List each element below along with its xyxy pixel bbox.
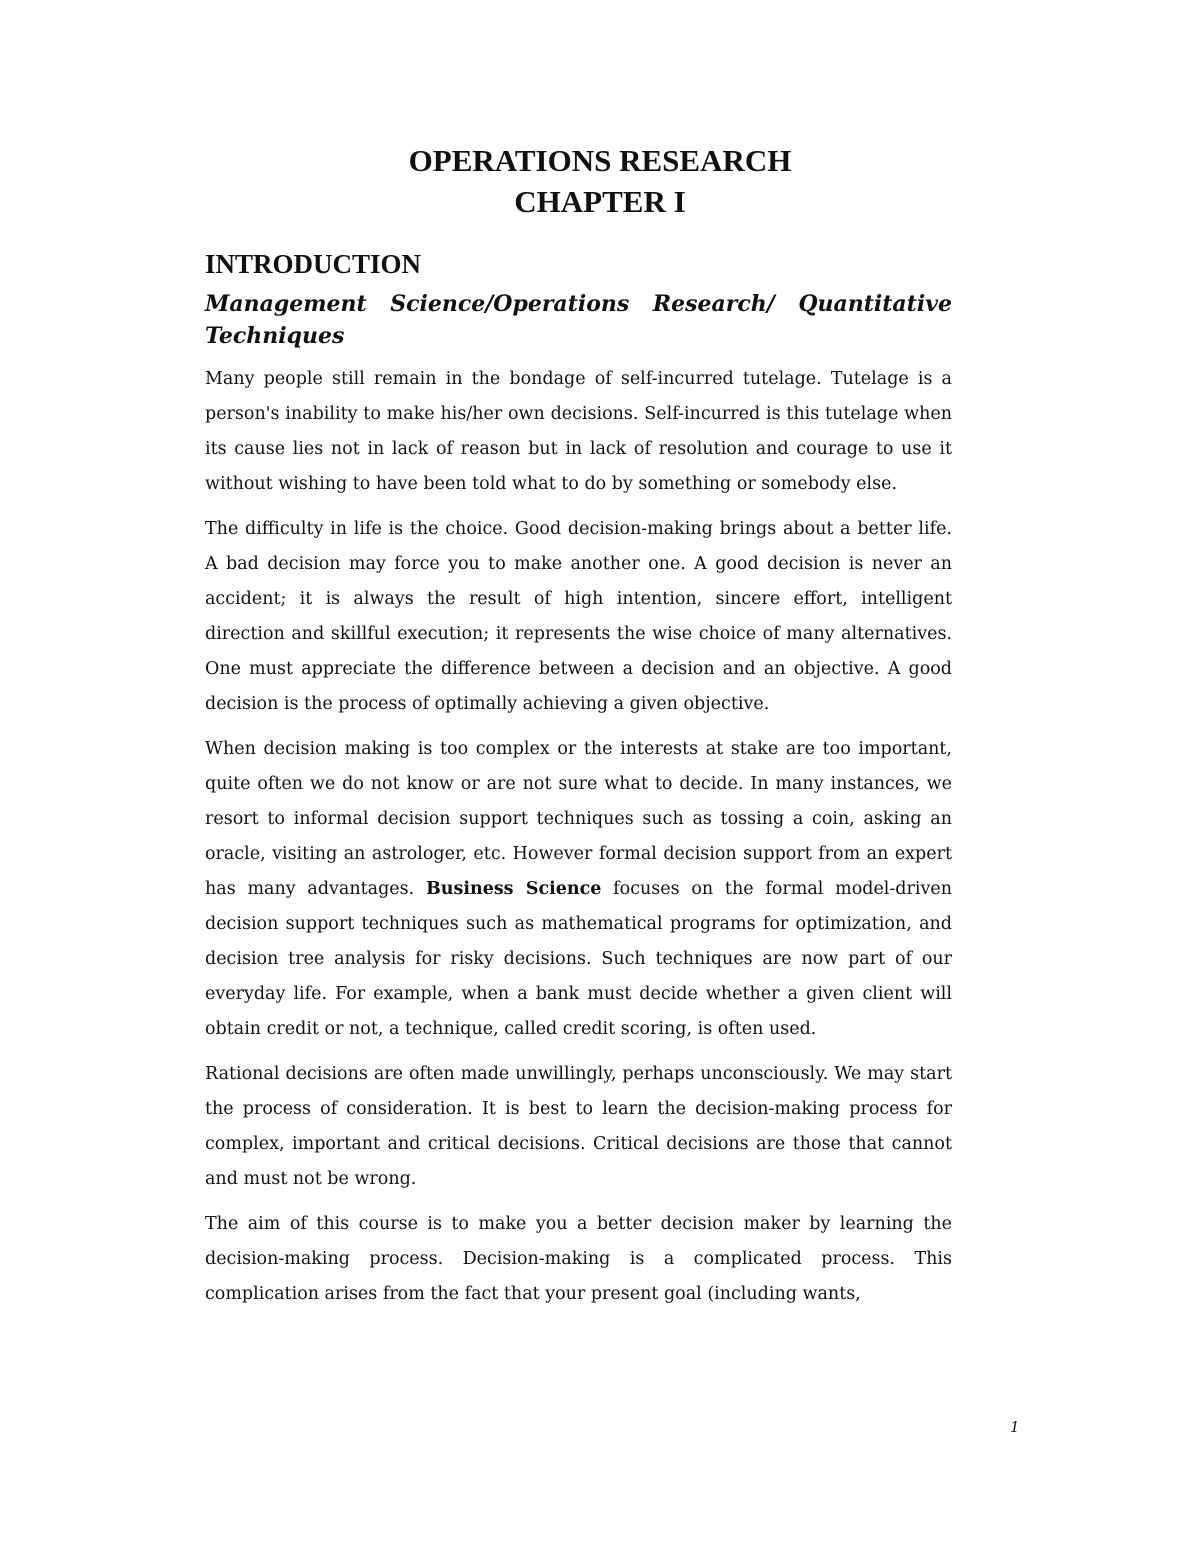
document-title: OPERATIONS RESEARCH — [408, 143, 792, 178]
subheading: Management Science/Operations Research/ Quantitative Techniques — [205, 291, 952, 349]
document-body — [205, 246, 952, 1322]
chapter-title: CHAPTER I — [514, 184, 686, 219]
paragraph-5: The aim of this course is to make you a better decision maker by learning the decision-making process. Decision-making is a complicated process. This complication arises from the fact that your present goal (including wants, — [205, 1214, 952, 1304]
paragraph-3 — [205, 732, 952, 1047]
page-number: 1 — [1010, 1418, 1020, 1436]
paragraph-3-text-after: focuses on the formal model-driven decision support techniques such as mathematical programs for optimization, and decision tree analysis for risky decisions. Such techniques are now part of our everyday life. For example, when a bank must decide whether a given client will obtain credit or not, a technique, called credit scoring, is often used. — [205, 879, 952, 1039]
paragraph-4: Rational decisions are often made unwillingly, perhaps unconsciously. We may start the process of consideration. It is best to learn the decision-making process for complex, important and critical decisions. Critical decisions are those that cannot and must not be wrong. — [205, 1064, 952, 1189]
paragraph-2: The difficulty in life is the choice. Good decision-making brings about a better life. A bad decision may force you to make another one. A good decision is never an accident; it is always the result of high intention, sincere effort, intelligent direction and skillful execution; it represents the wise choice of many alternatives. One must appreciate the difference between a decision and an objective. A good decision is the process of optimally achieving a given objective. — [205, 519, 952, 714]
section-heading: INTRODUCTION — [205, 249, 422, 279]
business-science-term: Business Science — [425, 879, 602, 899]
paragraph-3-text-before: When decision making is too complex or the interests at stake are too important, quite often we do not know or are not sure what to decide. In many instances, we resort to informal decision support techniques such as tossing a coin, asking an oracle, visiting an astrologer, etc. However formal decision support from an expert has many advantages. — [205, 739, 952, 899]
title-block — [0, 140, 1200, 222]
paragraph-1: Many people still remain in the bondage of self-incurred tutelage. Tutelage is a person's inability to make his/her own decisions. Self-incurred is this tutelage when its cause lies not in lack of reason but in lack of resolution and courage to use it without wishing to have been told what to do by something or somebody else. — [205, 369, 952, 494]
